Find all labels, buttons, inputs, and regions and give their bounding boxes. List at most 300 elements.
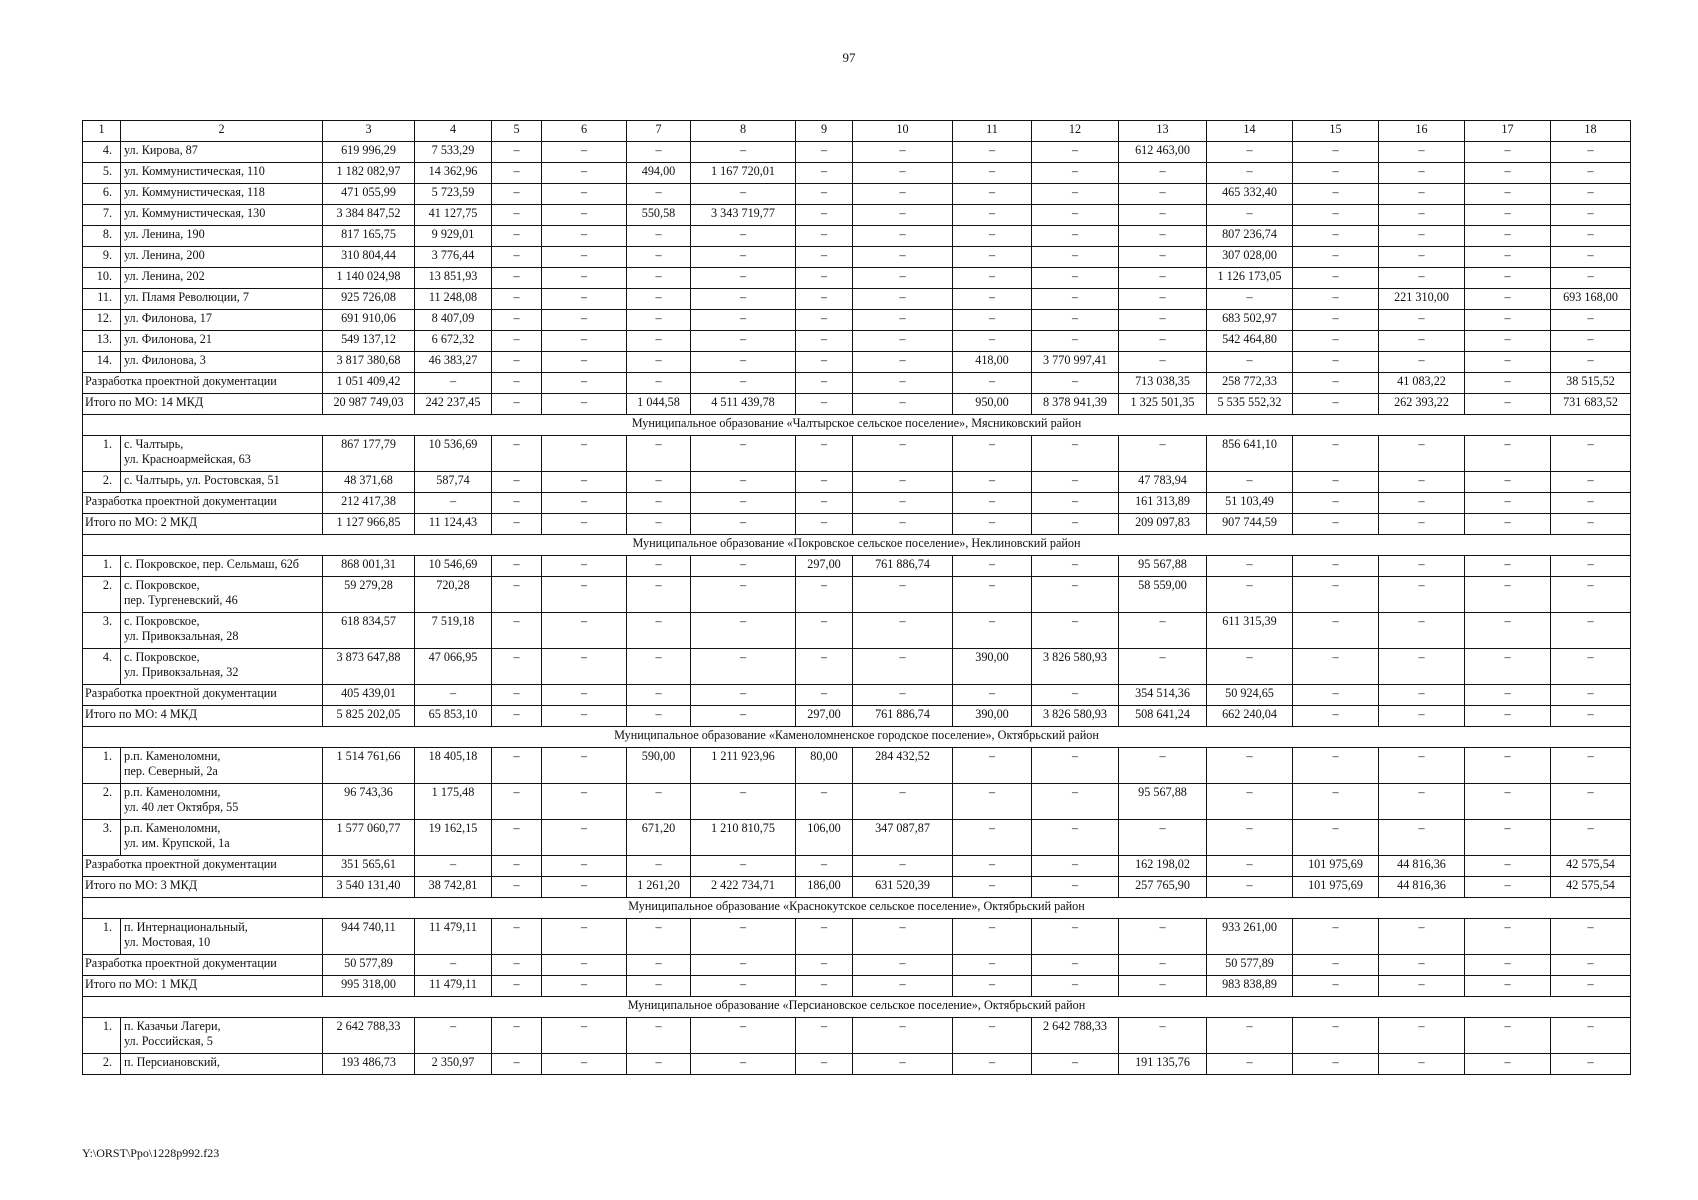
- value-cell: 42 575,54: [1551, 856, 1631, 877]
- value-cell: –: [1465, 748, 1551, 784]
- address-cell: [121, 163, 323, 184]
- value-cell: –: [1379, 649, 1465, 685]
- value-cell: 1 167 720,01: [691, 163, 796, 184]
- address-line: ул. Привокзальная, 32: [124, 665, 239, 679]
- value-cell: –: [1465, 784, 1551, 820]
- value-cell: –: [796, 163, 853, 184]
- value-cell: –: [1032, 613, 1119, 649]
- value-cell: –: [1293, 1018, 1379, 1054]
- value-cell: –: [1379, 685, 1465, 706]
- value-cell: –: [1551, 310, 1631, 331]
- value-cell: –: [1207, 748, 1293, 784]
- value-cell: –: [691, 784, 796, 820]
- value-cell: –: [1207, 856, 1293, 877]
- value-cell: 612 463,00: [1119, 142, 1207, 163]
- address-line: с. Покровское,: [124, 578, 200, 592]
- value-cell: –: [627, 184, 691, 205]
- address-line: ул. Коммунистическая, 118: [124, 185, 265, 199]
- row-number: 12.: [83, 310, 121, 331]
- value-cell: –: [1465, 514, 1551, 535]
- subtotal-row: [83, 394, 1631, 415]
- value-cell: –: [691, 331, 796, 352]
- address-line: ул. Ленина, 200: [124, 248, 205, 262]
- column-header: 12: [1032, 121, 1119, 142]
- value-cell: –: [1207, 205, 1293, 226]
- value-cell: –: [1207, 163, 1293, 184]
- value-cell: –: [953, 955, 1032, 976]
- value-cell: –: [953, 1018, 1032, 1054]
- value-cell: –: [1119, 226, 1207, 247]
- address-line: ул. Коммунистическая, 130: [124, 206, 266, 220]
- value-cell: –: [1379, 514, 1465, 535]
- value-cell: –: [1379, 142, 1465, 163]
- value-cell: –: [627, 472, 691, 493]
- value-cell: 3 826 580,93: [1032, 649, 1119, 685]
- value-cell: 307 028,00: [1207, 247, 1293, 268]
- value-cell: 549 137,12: [323, 331, 415, 352]
- value-cell: 465 332,40: [1207, 184, 1293, 205]
- value-cell: –: [1551, 577, 1631, 613]
- value-cell: –: [796, 472, 853, 493]
- value-cell: –: [627, 919, 691, 955]
- value-cell: –: [492, 820, 542, 856]
- column-header: 2: [121, 121, 323, 142]
- value-cell: –: [796, 331, 853, 352]
- address-line: ул. Филонова, 21: [124, 332, 212, 346]
- row-number: 2.: [83, 577, 121, 613]
- value-cell: 38 742,81: [415, 877, 492, 898]
- row-number: 1.: [83, 919, 121, 955]
- value-cell: –: [691, 310, 796, 331]
- row-number: 9.: [83, 247, 121, 268]
- value-cell: 297,00: [796, 556, 853, 577]
- address-line: ул. Коммунистическая, 110: [124, 164, 265, 178]
- value-cell: –: [492, 1054, 542, 1075]
- value-cell: 494,00: [627, 163, 691, 184]
- value-cell: –: [627, 955, 691, 976]
- value-cell: –: [542, 205, 627, 226]
- value-cell: 9 929,01: [415, 226, 492, 247]
- value-cell: –: [796, 955, 853, 976]
- value-cell: 11 479,11: [415, 976, 492, 997]
- value-cell: –: [492, 706, 542, 727]
- value-cell: –: [691, 856, 796, 877]
- house-row: [83, 436, 1631, 472]
- value-cell: –: [796, 976, 853, 997]
- address-line: ул. Пламя Революции, 7: [124, 290, 249, 304]
- value-cell: –: [1551, 142, 1631, 163]
- address-cell: [121, 613, 323, 649]
- value-cell: –: [492, 556, 542, 577]
- value-cell: –: [796, 436, 853, 472]
- column-header: 8: [691, 121, 796, 142]
- value-cell: –: [1032, 142, 1119, 163]
- value-cell: –: [1032, 820, 1119, 856]
- column-header: 3: [323, 121, 415, 142]
- value-cell: –: [627, 436, 691, 472]
- value-cell: –: [1119, 163, 1207, 184]
- value-cell: –: [796, 1018, 853, 1054]
- row-label: Итого по МО: 3 МКД: [83, 877, 323, 898]
- value-cell: –: [1293, 247, 1379, 268]
- value-cell: 720,28: [415, 577, 492, 613]
- value-cell: –: [492, 919, 542, 955]
- value-cell: 3 873 647,88: [323, 649, 415, 685]
- value-cell: –: [1379, 163, 1465, 184]
- value-cell: –: [542, 877, 627, 898]
- value-cell: –: [542, 394, 627, 415]
- value-cell: –: [1032, 331, 1119, 352]
- value-cell: 1 175,48: [415, 784, 492, 820]
- row-number: 7.: [83, 205, 121, 226]
- municipality-heading: Муниципальное образование «Покровское сельское поселение», Неклиновский район: [83, 535, 1631, 556]
- value-cell: –: [1551, 976, 1631, 997]
- value-cell: –: [627, 268, 691, 289]
- file-path-footer: Y:\ORST\Ppo\1228p992.f23: [82, 1146, 220, 1160]
- value-cell: –: [1119, 976, 1207, 997]
- value-cell: –: [492, 205, 542, 226]
- value-cell: 3 540 131,40: [323, 877, 415, 898]
- value-cell: –: [691, 1054, 796, 1075]
- value-cell: –: [1032, 226, 1119, 247]
- value-cell: –: [853, 784, 953, 820]
- value-cell: –: [853, 1018, 953, 1054]
- value-cell: –: [691, 493, 796, 514]
- value-cell: 191 135,76: [1119, 1054, 1207, 1075]
- value-cell: –: [1465, 649, 1551, 685]
- value-cell: –: [691, 289, 796, 310]
- row-number: 1.: [83, 748, 121, 784]
- value-cell: –: [627, 784, 691, 820]
- address-line: с. Покровское,: [124, 650, 200, 664]
- address-cell: [121, 1054, 323, 1075]
- value-cell: –: [953, 184, 1032, 205]
- column-header: 18: [1551, 121, 1631, 142]
- address-line: р.п. Каменоломни,: [124, 821, 221, 835]
- design-docs-row: [83, 373, 1631, 394]
- row-label: Итого по МО: 14 МКД: [83, 394, 323, 415]
- value-cell: –: [1293, 976, 1379, 997]
- value-cell: –: [1032, 919, 1119, 955]
- municipality-section-row: [83, 535, 1631, 556]
- house-row: [83, 142, 1631, 163]
- municipality-heading: Муниципальное образование «Краснокутское сельское поселение», Октябрьский район: [83, 898, 1631, 919]
- value-cell: –: [1293, 1054, 1379, 1075]
- value-cell: –: [492, 331, 542, 352]
- value-cell: –: [492, 685, 542, 706]
- value-cell: –: [1207, 649, 1293, 685]
- value-cell: 1 127 966,85: [323, 514, 415, 535]
- value-cell: 807 236,74: [1207, 226, 1293, 247]
- row-number: 2.: [83, 784, 121, 820]
- value-cell: 11 479,11: [415, 919, 492, 955]
- value-cell: –: [627, 706, 691, 727]
- value-cell: –: [953, 268, 1032, 289]
- value-cell: –: [1465, 163, 1551, 184]
- value-cell: –: [542, 706, 627, 727]
- value-cell: –: [953, 373, 1032, 394]
- value-cell: –: [796, 784, 853, 820]
- value-cell: –: [492, 436, 542, 472]
- value-cell: –: [1379, 436, 1465, 472]
- value-cell: –: [492, 613, 542, 649]
- value-cell: –: [1293, 472, 1379, 493]
- value-cell: –: [1207, 556, 1293, 577]
- value-cell: –: [1379, 310, 1465, 331]
- column-header: 16: [1379, 121, 1465, 142]
- value-cell: –: [691, 1018, 796, 1054]
- value-cell: –: [1465, 310, 1551, 331]
- value-cell: –: [1379, 820, 1465, 856]
- value-cell: 5 535 552,32: [1207, 394, 1293, 415]
- value-cell: –: [1465, 613, 1551, 649]
- row-number: 3.: [83, 613, 121, 649]
- value-cell: –: [796, 394, 853, 415]
- value-cell: –: [492, 226, 542, 247]
- value-cell: –: [1293, 331, 1379, 352]
- value-cell: 20 987 749,03: [323, 394, 415, 415]
- value-cell: –: [1379, 226, 1465, 247]
- value-cell: –: [853, 613, 953, 649]
- value-cell: –: [691, 649, 796, 685]
- value-cell: –: [1207, 472, 1293, 493]
- row-number: 3.: [83, 820, 121, 856]
- value-cell: –: [853, 205, 953, 226]
- value-cell: –: [853, 247, 953, 268]
- value-cell: –: [853, 577, 953, 613]
- address-line: с. Чалтырь, ул. Ростовская, 51: [124, 473, 280, 487]
- value-cell: –: [1465, 289, 1551, 310]
- value-cell: –: [492, 352, 542, 373]
- column-header: 9: [796, 121, 853, 142]
- value-cell: –: [1293, 493, 1379, 514]
- value-cell: 817 165,75: [323, 226, 415, 247]
- value-cell: –: [1293, 142, 1379, 163]
- value-cell: –: [1293, 706, 1379, 727]
- value-cell: 284 432,52: [853, 748, 953, 784]
- value-cell: –: [691, 706, 796, 727]
- value-cell: –: [953, 877, 1032, 898]
- value-cell: 65 853,10: [415, 706, 492, 727]
- value-cell: 257 765,90: [1119, 877, 1207, 898]
- value-cell: –: [796, 919, 853, 955]
- value-cell: –: [542, 310, 627, 331]
- value-cell: –: [1032, 748, 1119, 784]
- value-cell: –: [542, 976, 627, 997]
- value-cell: –: [627, 613, 691, 649]
- address-line: пер. Северный, 2а: [124, 764, 218, 778]
- value-cell: –: [1379, 352, 1465, 373]
- value-cell: 10 536,69: [415, 436, 492, 472]
- value-cell: –: [542, 748, 627, 784]
- value-cell: –: [1207, 877, 1293, 898]
- address-cell: [121, 184, 323, 205]
- row-label: Разработка проектной документации: [83, 955, 323, 976]
- value-cell: 611 315,39: [1207, 613, 1293, 649]
- value-cell: –: [1293, 556, 1379, 577]
- value-cell: –: [542, 556, 627, 577]
- value-cell: –: [1119, 1018, 1207, 1054]
- row-number: 13.: [83, 331, 121, 352]
- value-cell: –: [953, 163, 1032, 184]
- value-cell: –: [415, 373, 492, 394]
- value-cell: –: [953, 493, 1032, 514]
- value-cell: –: [1465, 331, 1551, 352]
- value-cell: –: [1207, 577, 1293, 613]
- value-cell: –: [542, 784, 627, 820]
- address-cell: [121, 226, 323, 247]
- value-cell: –: [1032, 310, 1119, 331]
- value-cell: –: [953, 577, 1032, 613]
- value-cell: –: [627, 310, 691, 331]
- value-cell: 10 546,69: [415, 556, 492, 577]
- value-cell: 193 486,73: [323, 1054, 415, 1075]
- value-cell: 683 502,97: [1207, 310, 1293, 331]
- value-cell: –: [1465, 142, 1551, 163]
- value-cell: 7 519,18: [415, 613, 492, 649]
- value-cell: –: [1207, 1054, 1293, 1075]
- value-cell: –: [627, 577, 691, 613]
- row-label: Итого по МО: 2 МКД: [83, 514, 323, 535]
- subtotal-row: [83, 976, 1631, 997]
- row-number: 2.: [83, 472, 121, 493]
- value-cell: 856 641,10: [1207, 436, 1293, 472]
- value-cell: 390,00: [953, 649, 1032, 685]
- value-cell: –: [691, 919, 796, 955]
- municipality-section-row: [83, 997, 1631, 1018]
- value-cell: –: [796, 856, 853, 877]
- value-cell: –: [627, 976, 691, 997]
- value-cell: 44 816,36: [1379, 856, 1465, 877]
- value-cell: –: [953, 142, 1032, 163]
- value-cell: –: [492, 514, 542, 535]
- value-cell: –: [953, 856, 1032, 877]
- value-cell: –: [627, 1054, 691, 1075]
- value-cell: 8 407,09: [415, 310, 492, 331]
- value-cell: 1 577 060,77: [323, 820, 415, 856]
- house-row: [83, 184, 1631, 205]
- value-cell: –: [542, 856, 627, 877]
- value-cell: –: [853, 163, 953, 184]
- value-cell: –: [627, 493, 691, 514]
- value-cell: 162 198,02: [1119, 856, 1207, 877]
- value-cell: –: [542, 649, 627, 685]
- value-cell: –: [953, 472, 1032, 493]
- value-cell: –: [853, 856, 953, 877]
- value-cell: –: [1551, 205, 1631, 226]
- value-cell: –: [1551, 493, 1631, 514]
- value-cell: –: [1465, 856, 1551, 877]
- value-cell: –: [1119, 310, 1207, 331]
- address-cell: [121, 310, 323, 331]
- value-cell: –: [1119, 205, 1207, 226]
- address-cell: [121, 268, 323, 289]
- value-cell: –: [492, 577, 542, 613]
- value-cell: –: [1551, 706, 1631, 727]
- value-cell: –: [1379, 613, 1465, 649]
- value-cell: –: [691, 613, 796, 649]
- value-cell: –: [1551, 784, 1631, 820]
- address-line: ул. им. Крупской, 1а: [124, 836, 230, 850]
- value-cell: –: [1379, 955, 1465, 976]
- value-cell: –: [1551, 556, 1631, 577]
- value-cell: –: [691, 556, 796, 577]
- column-header: 6: [542, 121, 627, 142]
- house-row: [83, 613, 1631, 649]
- value-cell: –: [853, 955, 953, 976]
- house-row: [83, 352, 1631, 373]
- value-cell: –: [1293, 205, 1379, 226]
- value-cell: –: [492, 976, 542, 997]
- value-cell: –: [415, 856, 492, 877]
- address-cell: [121, 919, 323, 955]
- value-cell: –: [853, 685, 953, 706]
- value-cell: –: [1293, 919, 1379, 955]
- value-cell: –: [1465, 247, 1551, 268]
- page-number: 97: [842, 50, 856, 65]
- value-cell: –: [853, 352, 953, 373]
- value-cell: –: [542, 289, 627, 310]
- address-line: п. Казачьи Лагери,: [124, 1019, 221, 1033]
- value-cell: –: [1119, 955, 1207, 976]
- value-cell: –: [492, 877, 542, 898]
- value-cell: –: [1032, 373, 1119, 394]
- value-cell: –: [542, 955, 627, 976]
- value-cell: 310 804,44: [323, 247, 415, 268]
- value-cell: –: [953, 331, 1032, 352]
- value-cell: –: [953, 784, 1032, 820]
- value-cell: –: [1379, 247, 1465, 268]
- value-cell: –: [691, 226, 796, 247]
- value-cell: 671,20: [627, 820, 691, 856]
- value-cell: 13 851,93: [415, 268, 492, 289]
- value-cell: –: [1551, 472, 1631, 493]
- address-cell: [121, 556, 323, 577]
- value-cell: 5 723,59: [415, 184, 492, 205]
- value-cell: –: [691, 247, 796, 268]
- value-cell: –: [853, 184, 953, 205]
- value-cell: –: [953, 613, 1032, 649]
- address-cell: [121, 820, 323, 856]
- value-cell: 262 393,22: [1379, 394, 1465, 415]
- value-cell: 761 886,74: [853, 706, 953, 727]
- value-cell: –: [1119, 436, 1207, 472]
- value-cell: –: [1465, 1018, 1551, 1054]
- value-cell: –: [1551, 919, 1631, 955]
- house-row: [83, 205, 1631, 226]
- value-cell: –: [1551, 247, 1631, 268]
- value-cell: –: [1379, 184, 1465, 205]
- house-row: [83, 784, 1631, 820]
- value-cell: –: [1379, 556, 1465, 577]
- value-cell: –: [1207, 1018, 1293, 1054]
- value-cell: –: [1207, 784, 1293, 820]
- value-cell: –: [691, 184, 796, 205]
- design-docs-row: [83, 856, 1631, 877]
- value-cell: –: [953, 289, 1032, 310]
- value-cell: –: [1465, 436, 1551, 472]
- value-cell: –: [1379, 472, 1465, 493]
- value-cell: –: [492, 649, 542, 685]
- row-number: 11.: [83, 289, 121, 310]
- value-cell: 50 924,65: [1207, 685, 1293, 706]
- municipality-section-row: [83, 898, 1631, 919]
- value-cell: –: [953, 310, 1032, 331]
- value-cell: –: [542, 493, 627, 514]
- value-cell: –: [1293, 577, 1379, 613]
- row-number: 8.: [83, 226, 121, 247]
- value-cell: –: [627, 1018, 691, 1054]
